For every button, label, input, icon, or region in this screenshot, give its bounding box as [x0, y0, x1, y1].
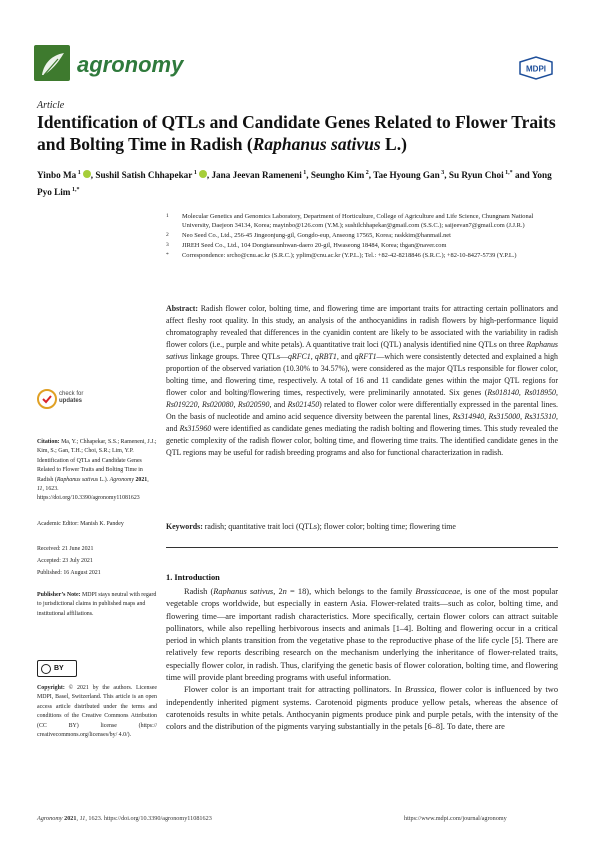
- abstract-text-run: Rs020590: [237, 400, 270, 409]
- introduction-body: [166, 586, 558, 734]
- body-text-run: Radish (: [184, 587, 214, 596]
- body-text-run: , flower color is influenced by two independently inherited pigment systems. Carotenoid pigments produce yellow petals, whereas the absence of carotenoids results in white petals. Anthocyanin pigments produce pink and purple petals, with the intensity of the colors and the distribution of the pigments varying substantially in the petals [6–8]. To date, there are: [166, 685, 559, 732]
- copyright-text: © 2021 by the authors. Licensee MDPI, Basel, Switzerland. This article is an open access article distributed under the terms and conditions of the Creative Commons Attribution (CC BY) license (https:// creativecommons.org/licenses/by/ 4.0/).: [37, 685, 157, 739]
- abstract-text-run: ,: [556, 388, 558, 397]
- mdpi-logo-icon: [517, 56, 555, 80]
- author-name: Seungho Kim: [310, 170, 365, 181]
- paragraph-2: [166, 684, 558, 733]
- mdpi-logo-text: MDPI: [526, 64, 546, 74]
- copyright-label: Copyright:: [37, 685, 65, 691]
- accepted-date: Accepted: 23 July 2021: [37, 558, 93, 564]
- author-name: Yong Pyo Lim: [37, 170, 552, 198]
- abstract-text-run: Rs315960: [179, 424, 212, 433]
- abstract-text-run: linkage groups. Three QTLs—: [187, 352, 288, 361]
- author-affiliation-number: 3: [439, 170, 445, 176]
- body-text-run: Flower color is an important trait for attracting pollinators. In: [184, 685, 406, 695]
- journal-name: agronomy: [77, 52, 184, 77]
- author-name: Sushil Satish Chhapekar: [95, 170, 193, 181]
- citation-block: [37, 438, 157, 504]
- footer-journal: Agronomy: [37, 815, 63, 822]
- abstract-text: [166, 304, 558, 457]
- affiliation-number: *: [166, 252, 169, 258]
- affiliation-text: Correspondence: srcho@cnu.ac.kr (S.R.C.); yplim@cnu.ac.kr (Y.P.L.); Tel.: +82-42-8218846 (S.R.C.); +82-10-8427-5739 (Y.P.L.): [182, 252, 517, 259]
- abstract-text-run: ,: [520, 412, 525, 421]
- abstract-text-run: Rs315310: [524, 412, 557, 421]
- abstract-text-run: qRFC1: [287, 352, 311, 361]
- affiliation-number: 1: [166, 213, 169, 219]
- author-separator: ,: [206, 170, 212, 181]
- affiliation-text: Molecular Genetics and Genomics Laboratory, Department of Horticulture, College of Agriculture and Life Science, Chungnam National University, Daejeon 34134, Korea; mayinbo@126.com (Y.M.); sushilchhapekar@gmail.com (S.S.C.); saijeevan7@gmail.com (J.J.R.): [182, 213, 534, 229]
- author-list: [37, 166, 557, 200]
- body-text-run: , 2: [273, 587, 283, 596]
- author-separator: ,: [306, 170, 311, 181]
- keywords-text: radish; quantitative trait loci (QTLs); flower color; bolting time; flowering time: [202, 522, 456, 531]
- footer-doi[interactable]: , 1623. https://doi.org/10.3390/agronomy11081623: [85, 815, 212, 822]
- author-affiliation-number: 1: [301, 170, 307, 176]
- affiliation-number: 3: [166, 242, 169, 248]
- abstract-text-run: —which were consistently detected and explained a high proportion of the observed variation (10.30% to 34.57%), were considered as the major QTLs responsible for flower color, bolting time, and flowering time, respectively. A total of 16 and 11 candidate genes within the major QTL regions for flower color and bolting/flowering times, respectively, were preliminarily annotated. Six genes (: [166, 352, 558, 397]
- abstract-text-run: Rs315000: [488, 412, 521, 421]
- orcid-icon[interactable]: [83, 170, 91, 178]
- published-date: Published: 16 August 2021: [37, 570, 101, 576]
- abstract-text-run: qRBT1: [314, 352, 337, 361]
- title-text: Identification of QTLs and Candidate Genes Related to Flower Traits and Bolting Time in Radish (: [37, 112, 556, 154]
- abstract-text-run: ,: [518, 388, 525, 397]
- abstract-text-run: Rs314940: [452, 412, 485, 421]
- affiliation-number: 2: [166, 232, 169, 238]
- affiliation-item: [166, 231, 558, 240]
- author-name: Su Ryun Choi: [448, 170, 504, 181]
- abstract-text-run: Radish flower color, bolting time, and flowering time are important traits for attracting certain pollinators and affect fleshy root quality. In this study, an analysis of the anthocyanidins in radish flowers by high-performance liquid chromatography revealed that differences in the cyanidin content are likely to be associated with the variability in radish flower colors (i.e., purple and white petals). A quantitative trait loci (QTL) analysis identified nine QTLs on three: [166, 304, 558, 349]
- body-text-run: n: [282, 587, 287, 596]
- citation-label: Citation:: [37, 439, 60, 445]
- cc-by-license-icon[interactable]: [37, 660, 77, 677]
- article-title: [37, 111, 557, 155]
- publisher-note-text: MDPI stays neutral with regard to jurisdictional claims in published maps and institutional affiliations.: [37, 592, 157, 617]
- cc-circle-icon: [41, 664, 51, 674]
- paragraph-1: [166, 586, 558, 684]
- citation-text: Ma, Y.; Chhapekar, S.S.; Rameneni, J.J.; Kim, S.; Gan, T.H.; Choi, S.R.; Lim, Y.P. Identification of QTLs and Candidate Genes Related to Flower Traits and Bolting Time in Radish (: [37, 439, 157, 483]
- author-separator: and: [512, 170, 532, 181]
- title-text-end: L.): [380, 134, 407, 154]
- citation-volume: , 11: [37, 476, 149, 493]
- author-name: Yinbo Ma: [37, 170, 77, 181]
- abstract-text-run: Rs018140: [487, 388, 519, 397]
- author-name: Tae Hyoung Gan: [373, 170, 440, 181]
- publisher-note-label: Publisher’s Note:: [37, 592, 81, 598]
- author-separator: ,: [368, 170, 374, 181]
- citation-year: 2021: [134, 476, 148, 483]
- body-text-run: Brassicaceae: [415, 587, 461, 596]
- abstract-text-run: Rs019220: [166, 400, 198, 409]
- abstract-text-run: ,: [233, 400, 238, 409]
- body-text-run: = 18), which belongs to the family: [286, 587, 416, 596]
- abstract-label: Abstract:: [166, 304, 198, 313]
- affiliation-text: JIREH Seed Co., Ltd., 104 Dongtansunhwan-daero 20-gil, Hwaseong 18484, Korea; thgan@naver.com: [182, 242, 447, 249]
- author-affiliation-number: 1,*: [70, 187, 80, 194]
- affiliations: [166, 212, 558, 261]
- citation-species: Raphanus sativus: [56, 476, 99, 483]
- footer-journal-url[interactable]: https://www.mdpi.com/journal/agronomy: [404, 815, 507, 822]
- body-text-run: Brassica: [405, 685, 435, 695]
- check-for-updates-button[interactable]: [59, 391, 83, 405]
- body-text-run: Raphanus sativus: [213, 587, 274, 596]
- publisher-note: [37, 591, 157, 619]
- abstract-text-run: Raphanus sativus: [166, 340, 558, 361]
- affiliation-item: [166, 251, 558, 260]
- check-updates-line2: updates: [59, 398, 83, 404]
- received-date: Received: 21 June 2021: [37, 546, 94, 552]
- footer-year: 2021: [62, 815, 77, 822]
- abstract-text-run: ) related to flower color were differentially expressed in the parental lines. On the basis of nucleotide and amino acid sequence diversity between the parental lines,: [166, 400, 558, 421]
- check-updates-line1: check for: [59, 391, 84, 397]
- author-separator: ,: [90, 170, 96, 181]
- academic-editor: Academic Editor: Manish K. Pandey: [37, 521, 124, 527]
- abstract-text-run: ,: [310, 352, 315, 361]
- author-name: Jana Jeevan Rameneni: [211, 170, 302, 181]
- abstract-text-run: , and: [166, 412, 558, 433]
- affiliation-item: [166, 241, 558, 250]
- affiliation-text: Neo Seed Co., Ltd., 256-45 Jingeonjung-gil, Gongdo-eup, Anseong 17565, Korea; raskkim@hanmail.net: [182, 232, 451, 239]
- body-text-run: , is one of the most popular vegetable crops worldwide, but especially in eastern Asia. Flower-related traits—such as color, bolting time, and flowering time—are important radish characteristics. More specifically, certain flower colors can attract suitable pollinators, while also repelling herbivorous insects and animals [1–4]. Bolting and flowering occur in a critical period in which plants transition from the vegetative phase to the reproductive phase of the life cycle [5]. There are relatively few reports describing research on the mechanism underlying the inheritance of flower-related traits, especially flower color, in radish. Thus, clarifying the genetic basis of flower coloration, bolting time, and flowering time will provide plant breeding programs with useful information.: [166, 587, 558, 683]
- author-affiliation-number: 1,*: [503, 170, 513, 176]
- article-type: Article: [37, 100, 65, 111]
- abstract-text-run: were identified as candidate genes mediating the radish bolting and flowering times. This study revealed the genetic complexity of the radish flower color, bolting time, and flowering time traits. The identified candidate genes in the QTL regions may be useful for radish breeding programs and also for functional characterization in radish.: [166, 424, 558, 457]
- abstract: [166, 303, 558, 459]
- abstract-text-run: qRFT1: [354, 352, 377, 361]
- citation-journal: Agronomy: [109, 476, 134, 483]
- abstract-text-run: ,: [197, 400, 202, 409]
- keywords: [166, 521, 558, 533]
- abstract-text-run: ,: [484, 412, 489, 421]
- orcid-icon[interactable]: [199, 170, 207, 178]
- author-affiliation-number: 2: [364, 170, 369, 176]
- section-heading: 1. Introduction: [166, 573, 220, 582]
- abstract-text-run: , and: [269, 400, 288, 409]
- cc-by-label: BY: [54, 665, 64, 672]
- check-for-updates-icon[interactable]: [37, 389, 57, 409]
- citation-text-2: L.).: [98, 476, 110, 483]
- author-affiliation-number: 1: [192, 170, 197, 176]
- copyright: [37, 684, 157, 740]
- abstract-text-run: Rs020080: [201, 400, 234, 409]
- author-separator: ,: [444, 170, 449, 181]
- author-affiliation-number: 1: [76, 170, 81, 176]
- keywords-label: Keywords:: [166, 522, 203, 531]
- abstract-text-run: , and: [336, 352, 355, 361]
- footer-volume: , 11: [76, 815, 86, 822]
- citation-doi[interactable]: , 1623. https://doi.org/10.3390/agronomy11081623: [37, 486, 140, 502]
- divider: [166, 547, 558, 548]
- affiliation-item: [166, 212, 558, 230]
- abstract-text-run: Rs021450: [287, 400, 320, 409]
- journal-logo-icon: [34, 45, 70, 81]
- abstract-text-run: Rs018950: [524, 388, 557, 397]
- title-species: Raphanus sativus: [252, 134, 381, 154]
- footer-citation: [37, 815, 212, 822]
